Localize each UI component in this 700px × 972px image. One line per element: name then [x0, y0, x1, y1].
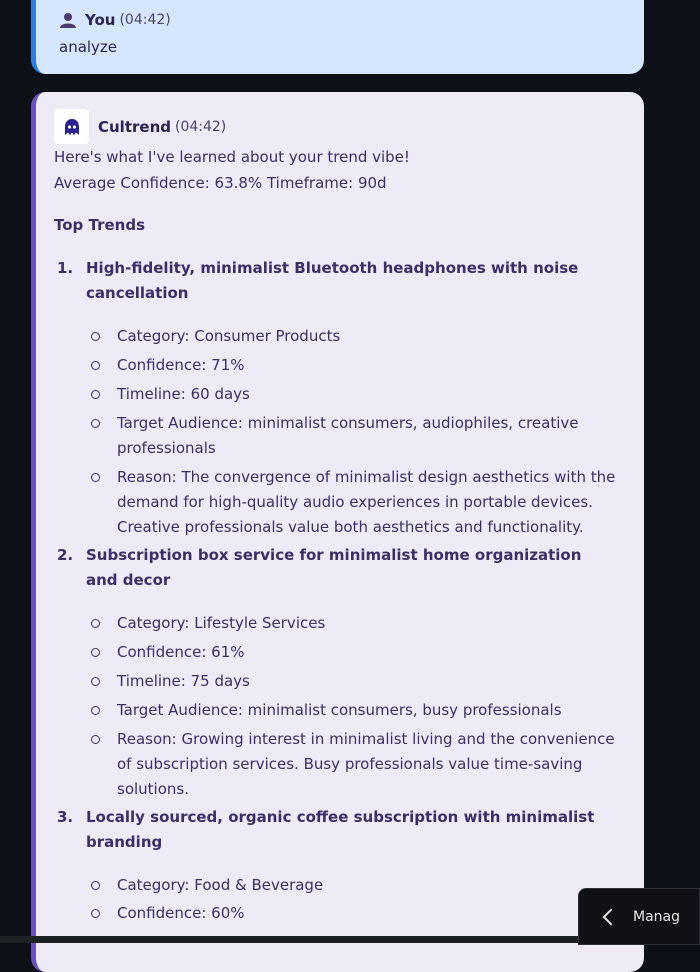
trend-confidence: Confidence: 71% — [117, 356, 245, 374]
bullet-icon — [91, 332, 100, 341]
bullet-icon — [91, 619, 100, 628]
bot-summary: Average Confidence: 63.8% Timeframe: 90d — [54, 174, 387, 192]
manage-label: Manag — [633, 908, 680, 925]
bullet-icon — [91, 390, 100, 399]
trend-audience: Target Audience: minimalist consumers, busy professionals — [117, 701, 562, 719]
trend-title: Subscription box service for minimalist home organization and decor — [86, 546, 582, 589]
user-message — [31, 0, 644, 74]
trend-title: High-fidelity, minimalist Bluetooth headphones with noise cancellation — [86, 259, 579, 302]
trend-category: Category: Lifestyle Services — [117, 614, 326, 632]
trend-audience: Target Audience: minimalist consumers, audiophiles, creative professionals — [117, 414, 579, 457]
trend-number: 3. — [57, 808, 74, 826]
trend-reason: Reason: The convergence of minimalist design aesthetics with the demand for high-quality audio experiences in portable devices. Creative professionals value both aesthetics and functionality. — [117, 468, 616, 536]
user-message-text: analyze — [59, 38, 118, 56]
bot-intro: Here's what I've learned about your trend vibe! — [54, 148, 410, 166]
trend-number: 1. — [57, 259, 74, 277]
user-message-time: (04:42) — [119, 12, 171, 28]
user-avatar-icon — [59, 12, 77, 28]
bullet-icon — [91, 473, 100, 482]
bullet-icon — [91, 909, 100, 918]
trend-reason: Reason: Growing interest in minimalist living and the convenience of subscription services. Busy professionals value time-saving solutions. — [117, 730, 615, 798]
trend-number: 2. — [57, 546, 74, 564]
bullet-icon — [91, 881, 100, 890]
trend-title: Locally sourced, organic coffee subscription with minimalist branding — [86, 808, 595, 851]
bullet-icon — [91, 361, 100, 370]
bot-message-header — [54, 109, 226, 144]
bot-message — [31, 92, 644, 972]
bullet-icon — [91, 735, 100, 744]
trend-category: Category: Consumer Products — [117, 327, 341, 345]
user-message-header — [59, 11, 171, 29]
chevron-left-icon — [603, 908, 620, 925]
bot-name: Cultrend — [98, 117, 171, 136]
bullet-icon — [91, 677, 100, 686]
user-name: You — [85, 11, 116, 29]
trend-category: Category: Food & Beverage — [117, 876, 324, 894]
bullet-icon — [91, 419, 100, 428]
trend-confidence: Confidence: 60% — [117, 904, 245, 922]
manage-panel-toggle[interactable] — [578, 888, 700, 945]
section-title: Top Trends — [54, 216, 146, 234]
bullet-icon — [91, 648, 100, 657]
cultrend-logo-icon — [54, 109, 89, 144]
trend-confidence: Confidence: 61% — [117, 643, 245, 661]
bottom-strip — [0, 936, 675, 943]
trend-timeline: Timeline: 75 days — [117, 672, 250, 690]
bullet-icon — [91, 706, 100, 715]
trend-timeline: Timeline: 60 days — [117, 385, 250, 403]
bot-message-time: (04:42) — [175, 118, 227, 135]
